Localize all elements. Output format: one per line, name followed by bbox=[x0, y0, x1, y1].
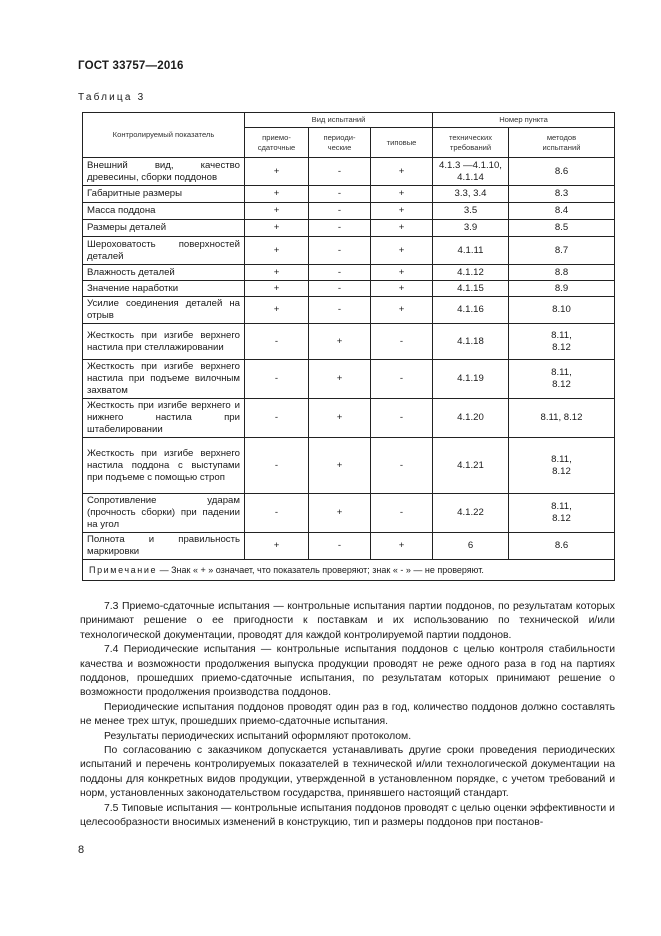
cell-indicator: Полнота и правильность маркировки bbox=[83, 533, 245, 560]
cell-test-method: 8.11, 8.12 bbox=[509, 438, 615, 494]
cell-indicator: Жесткость при изгибе верхнего настила при стеллажировании bbox=[83, 324, 245, 360]
table-caption: Таблица 3 bbox=[78, 92, 146, 103]
paragraph: 7.4 Периодические испытания — контрольные испытания поддонов с целью контроля стабильности качества и возможности продолжения выпуска продукции проводят не реже одного раза в год на партиях поддонов, прошедших приемо-сдаточные испытания, по результатам которых принимают решение о возможности продолжения производства поддонов. bbox=[80, 644, 615, 699]
cell-test-method: 8.4 bbox=[509, 203, 615, 220]
cell-tech-requirement: 3.5 bbox=[433, 203, 509, 220]
cell-indicator: Габаритные размеры bbox=[83, 186, 245, 203]
cell-acceptance: - bbox=[245, 324, 309, 360]
paragraph: Результаты периодических испытаний оформляют протоколом. bbox=[104, 730, 412, 742]
cell-tech-requirement: 3.3, 3.4 bbox=[433, 186, 509, 203]
paragraph: 7.5 Типовые испытания — контрольные испытания поддонов проводят с целью оценки эффективности и целесообразности вносимых изменений в конструкцию, тип и размеры поддонов при постанов- bbox=[80, 802, 615, 829]
cell-tech-requirement: 4.1.22 bbox=[433, 494, 509, 533]
table-row bbox=[83, 186, 615, 203]
cell-tech-requirement: 3.9 bbox=[433, 220, 509, 237]
cell-indicator: Размеры деталей bbox=[83, 220, 245, 237]
cell-tech-requirement: 6 bbox=[433, 533, 509, 560]
cell-type-tests: + bbox=[371, 158, 433, 186]
page-number: 8 bbox=[78, 844, 85, 856]
cell-test-method: 8.11, 8.12 bbox=[509, 324, 615, 360]
cell-acceptance: + bbox=[245, 158, 309, 186]
cell-periodic: - bbox=[309, 297, 371, 324]
table-row bbox=[83, 360, 615, 399]
table-row bbox=[83, 494, 615, 533]
cell-periodic: - bbox=[309, 158, 371, 186]
cell-indicator: Жесткость при изгибе верхнего настила при подъеме вилочным захватом bbox=[83, 360, 245, 399]
table-row bbox=[83, 533, 615, 560]
column-header-tech-requirements: технических требований bbox=[433, 128, 509, 158]
cell-tech-requirement: 4.1.16 bbox=[433, 297, 509, 324]
cell-type-tests: - bbox=[371, 438, 433, 494]
cell-type-tests: - bbox=[371, 324, 433, 360]
cell-periodic: + bbox=[309, 324, 371, 360]
cell-acceptance: + bbox=[245, 533, 309, 560]
cell-test-method: 8.11, 8.12 bbox=[509, 494, 615, 533]
table-row bbox=[83, 237, 615, 265]
cell-type-tests: + bbox=[371, 237, 433, 265]
cell-acceptance: + bbox=[245, 220, 309, 237]
table-row bbox=[83, 281, 615, 297]
cell-periodic: - bbox=[309, 186, 371, 203]
note-text: — Знак « + » означает, что показатель проверяют; знак « - » — не проверяют. bbox=[157, 565, 484, 575]
cell-periodic: + bbox=[309, 494, 371, 533]
column-header-periodic: периоди- ческие bbox=[309, 128, 371, 158]
cell-acceptance: + bbox=[245, 281, 309, 297]
cell-acceptance: + bbox=[245, 237, 309, 265]
cell-type-tests: - bbox=[371, 494, 433, 533]
cell-type-tests: + bbox=[371, 265, 433, 281]
cell-acceptance: - bbox=[245, 360, 309, 399]
cell-type-tests: + bbox=[371, 203, 433, 220]
cell-periodic: - bbox=[309, 281, 371, 297]
column-group-clause-number: Номер пункта bbox=[433, 113, 615, 128]
column-header-test-methods: методов испытаний bbox=[509, 128, 615, 158]
cell-tech-requirement: 4.1.15 bbox=[433, 281, 509, 297]
cell-periodic: + bbox=[309, 399, 371, 438]
cell-type-tests: + bbox=[371, 533, 433, 560]
table-row bbox=[83, 438, 615, 494]
cell-indicator: Значение наработки bbox=[83, 281, 245, 297]
cell-periodic: - bbox=[309, 533, 371, 560]
cell-acceptance: - bbox=[245, 438, 309, 494]
cell-type-tests: + bbox=[371, 281, 433, 297]
cell-acceptance: + bbox=[245, 186, 309, 203]
column-group-test-types: Вид испытаний bbox=[245, 113, 433, 128]
cell-type-tests: - bbox=[371, 360, 433, 399]
table-row bbox=[83, 399, 615, 438]
cell-tech-requirement: 4.1.21 bbox=[433, 438, 509, 494]
cell-indicator: Влажность деталей bbox=[83, 265, 245, 281]
cell-tech-requirement: 4.1.3 —4.1.10, 4.1.14 bbox=[433, 158, 509, 186]
cell-tech-requirement: 4.1.20 bbox=[433, 399, 509, 438]
cell-test-method: 8.11, 8.12 bbox=[509, 360, 615, 399]
cell-periodic: - bbox=[309, 220, 371, 237]
body-text bbox=[80, 600, 615, 831]
column-header-indicator: Контролируемый показатель bbox=[83, 113, 245, 158]
inspection-table bbox=[82, 112, 615, 581]
cell-periodic: + bbox=[309, 438, 371, 494]
cell-test-method: 8.11, 8.12 bbox=[509, 399, 615, 438]
cell-acceptance: - bbox=[245, 494, 309, 533]
cell-tech-requirement: 4.1.11 bbox=[433, 237, 509, 265]
cell-indicator: Масса поддона bbox=[83, 203, 245, 220]
paragraph: 7.3 Приемо-сдаточные испытания — контрольные испытания партии поддонов, по результатам которых принимают решение о ее пригодности к поставкам и их использованию по технической и/или технологической документации, проводят для каждой контролируемой партии поддонов. bbox=[80, 601, 615, 641]
cell-test-method: 8.9 bbox=[509, 281, 615, 297]
cell-test-method: 8.3 bbox=[509, 186, 615, 203]
table-row bbox=[83, 265, 615, 281]
cell-type-tests: + bbox=[371, 297, 433, 324]
cell-test-method: 8.6 bbox=[509, 533, 615, 560]
cell-indicator: Усилие соединения деталей на отрыв bbox=[83, 297, 245, 324]
table-row bbox=[83, 158, 615, 186]
document-header: ГОСТ 33757—2016 bbox=[78, 60, 184, 72]
cell-test-method: 8.7 bbox=[509, 237, 615, 265]
table-row bbox=[83, 220, 615, 237]
cell-type-tests: + bbox=[371, 220, 433, 237]
cell-type-tests: + bbox=[371, 186, 433, 203]
cell-tech-requirement: 4.1.19 bbox=[433, 360, 509, 399]
cell-acceptance: + bbox=[245, 297, 309, 324]
table-row bbox=[83, 203, 615, 220]
cell-periodic: - bbox=[309, 265, 371, 281]
cell-periodic: - bbox=[309, 237, 371, 265]
cell-test-method: 8.6 bbox=[509, 158, 615, 186]
cell-indicator: Шероховатость поверхностей деталей bbox=[83, 237, 245, 265]
cell-periodic: - bbox=[309, 203, 371, 220]
cell-indicator: Жесткость при изгибе верхнего настила поддона с выступами при подъеме с помощью строп bbox=[83, 438, 245, 494]
table-row bbox=[83, 297, 615, 324]
column-header-type-tests: типовые bbox=[371, 128, 433, 158]
cell-indicator: Внешний вид, качество древесины, сборки поддонов bbox=[83, 158, 245, 186]
cell-periodic: + bbox=[309, 360, 371, 399]
note-label: Примечание bbox=[89, 565, 158, 575]
cell-acceptance: + bbox=[245, 203, 309, 220]
cell-acceptance: - bbox=[245, 399, 309, 438]
column-header-acceptance: приемо- сдаточные bbox=[245, 128, 309, 158]
cell-tech-requirement: 4.1.12 bbox=[433, 265, 509, 281]
cell-test-method: 8.5 bbox=[509, 220, 615, 237]
cell-type-tests: - bbox=[371, 399, 433, 438]
cell-test-method: 8.10 bbox=[509, 297, 615, 324]
cell-test-method: 8.8 bbox=[509, 265, 615, 281]
table-note bbox=[83, 560, 615, 581]
table-row bbox=[83, 324, 615, 360]
cell-indicator: Сопротивление ударам (прочность сборки) при падении на угол bbox=[83, 494, 245, 533]
paragraph: По согласованию с заказчиком допускается устанавливать другие сроки проведения периодических испытаний и перечень контролируемых показателей в технической и/или технологической документации на поддоны для конкретных видов продукции, утвержденной в установленном порядке, с учетом требований и норм, установленных законодательством государства, принявшего настоящий стандарт. bbox=[80, 745, 615, 800]
cell-acceptance: + bbox=[245, 265, 309, 281]
cell-indicator: Жесткость при изгибе верхнего и нижнего настила при штабелировании bbox=[83, 399, 245, 438]
cell-tech-requirement: 4.1.18 bbox=[433, 324, 509, 360]
paragraph: Периодические испытания поддонов проводят один раз в год, количество поддонов должно составлять не менее трех штук, прошедших приемо-сдаточные испытания. bbox=[80, 701, 615, 728]
